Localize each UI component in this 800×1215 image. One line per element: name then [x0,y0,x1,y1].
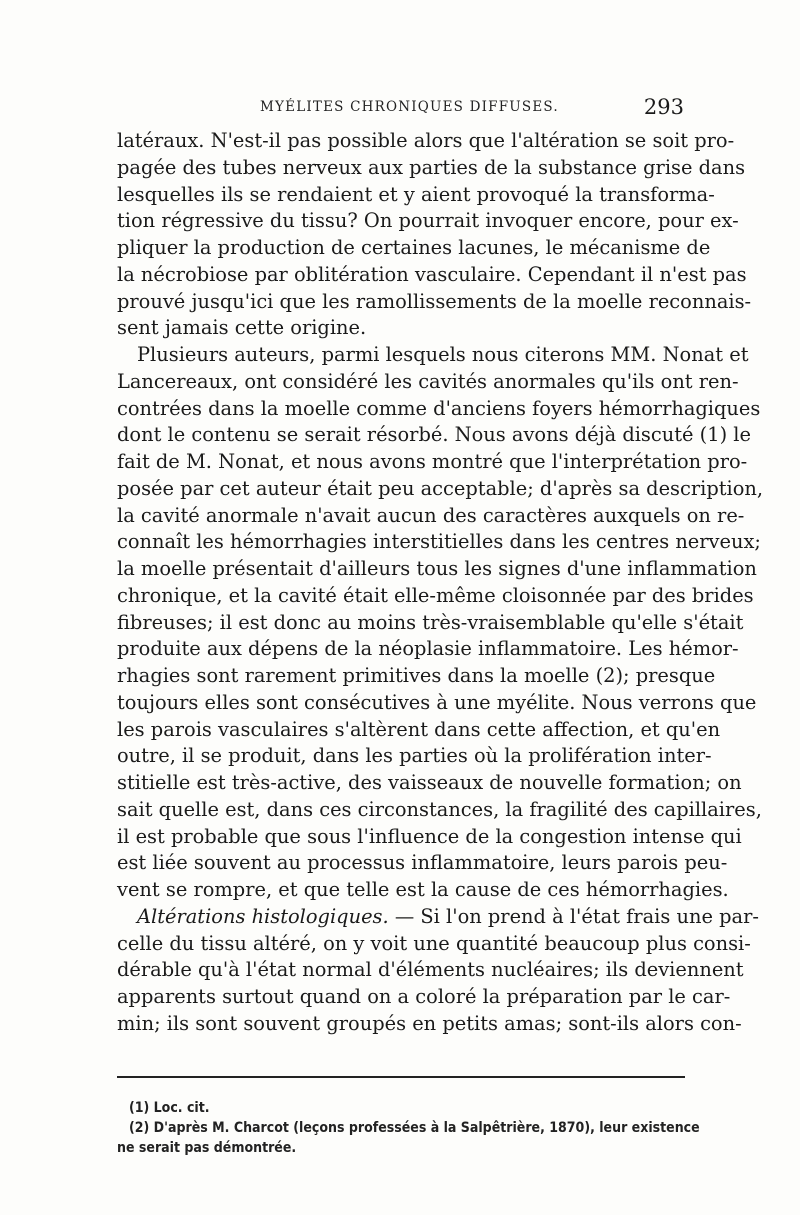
text-line: pagée des tubes nerveux aux parties de la substance grise dans [117,155,746,179]
text-line: outre, il se produit, dans les parties où la prolifération inter- [117,744,712,768]
text-line: lesquelles ils se rendaient et y aient provoqué la transforma- [117,182,715,206]
body-text [117,128,764,1038]
page-number: 293 [643,95,684,119]
text-line: stitielle est très-active, des vaisseaux de nouvelle formation; on [117,771,742,794]
text-line: fait de M. Nonat, et nous avons montré que l'interprétation pro- [117,450,748,473]
footnote-2: (2) D'après M. Charcot (leçons professées à la Salpêtrière, 1870), leur existence [129,1120,700,1136]
text-line: dont le contenu se serait résorbé. Nous avons déjà discuté (1) le [117,423,751,447]
text-line: fibreuses; il est donc au moins très-vraisemblable qu'elle s'était [117,610,744,634]
text-line: toujours elles sont consécutives à une myélite. Nous verrons que [117,690,757,714]
text-line: prouvé jusqu'ici que les ramollissements de la moelle reconnais- [117,289,752,313]
text-line: tion régressive du tissu? On pourrait invoquer encore, pour ex- [117,209,739,233]
text-line: est liée souvent au processus inflammatoire, leurs parois peu- [117,851,728,875]
text-line: vent se rompre, et que telle est la cause de ces hémorrhagies. [117,878,729,901]
text-line: la moelle présentait d'ailleurs tous les signes d'une inflammation [117,557,757,580]
text-line: les parois vasculaires s'altèrent dans cette affection, et qu'en [117,717,721,741]
footnote-1: (1) Loc. cit. [129,1100,210,1116]
text-line: il est probable que sous l'influence de la congestion intense qui [117,824,742,848]
section-heading: Altérations histologiques. [137,904,389,928]
text-line: Plusieurs auteurs, parmi lesquels nous citerons MM. Nonat et [137,343,749,366]
text-line: produite aux dépens de la néoplasie inflammatoire. Les hémor- [117,637,739,661]
section-heading-continuation: — Si l'on prend à l'état frais une par- [388,904,759,928]
text-line: pliquer la production de certaines lacunes, le mécanisme de [117,236,711,259]
page-header [118,97,684,125]
text-line: latéraux. N'est-il pas possible alors que l'altération se soit pro- [117,129,735,152]
text-line: rhagies sont rarement primitives dans la moelle (2); presque [117,664,716,687]
text-line: dérable qu'à l'état normal d'éléments nucléaires; ils deviennent [117,958,744,982]
text-line: la nécrobiose par oblitération vasculaire. Cependant il n'est pas [117,262,747,286]
text-line: connaît les hémorrhagies interstitielles dans les centres nerveux; [117,530,761,554]
text-line: min; ils sont souvent groupés en petits amas; sont-ils alors con- [117,1011,742,1035]
footnote-2-continuation: ne serait pas démontrée. [117,1140,297,1156]
text-line: Lancereaux, ont considéré les cavités anormales qu'ils ont ren- [117,369,739,393]
text-line: sent jamais cette origine. [117,316,367,340]
text-line: la cavité anormale n'avait aucun des caractères auxquels on re- [117,503,745,527]
text-line-with-section-heading [117,904,759,931]
text-line: apparents surtout quand on a coloré la préparation par le car- [117,985,731,1008]
footnote-divider [117,1076,685,1078]
text-line: contrées dans la moelle comme d'anciens foyers hémorrhagiques [117,396,761,420]
text-line: chronique, et la cavité était elle-même cloisonnée par des brides [117,583,754,607]
footnotes [117,1098,700,1158]
text-line: sait quelle est, dans ces circonstances, la fragilité des capillaires, [117,797,762,821]
text-line: celle du tissu altéré, on y voit une quantité beaucoup plus consi- [117,931,751,955]
text-line: posée par cet auteur était peu acceptable; d'après sa description, [117,476,764,500]
running-title: MYÉLITES CHRONIQUES DIFFUSES. [260,99,559,115]
